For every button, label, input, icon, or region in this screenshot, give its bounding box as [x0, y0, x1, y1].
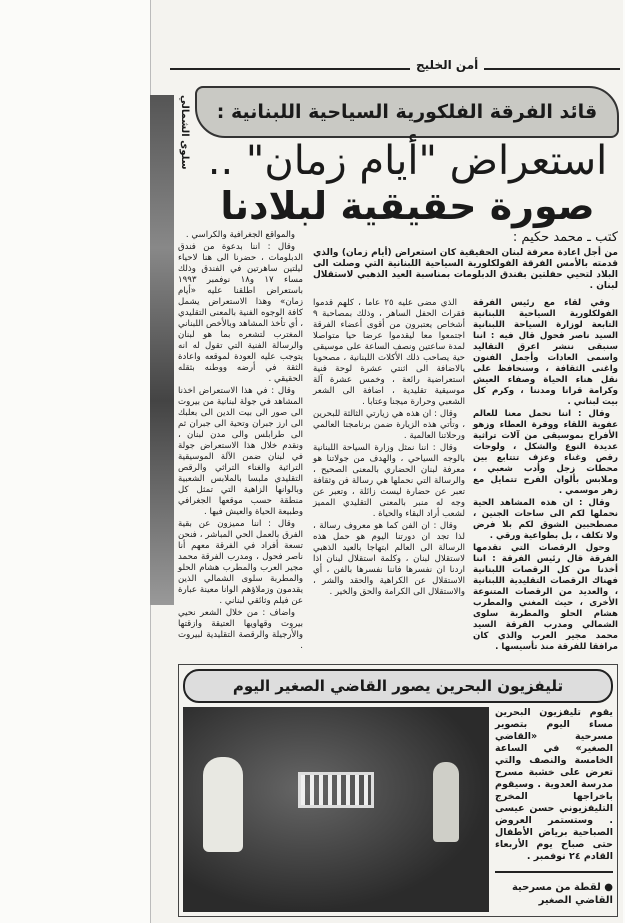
left-column: [178, 230, 303, 654]
middle-column: [313, 298, 465, 654]
paragraph: وحول الرقصات التي تقدمها الفرقة قال رئيس الفرقة : اننا أخذنا من كل الرقصات اللبنانية فهناك الرقصات التقليدية اللبنانية ، والعديد من الرقصات المتنوعة الأخرى ، حيث المغني والمطرب هشام الحلو والمطربة سلوى الشمالي ومدرب الفرقة السيد محمد مجير العرب والذي كان مرافقا للفرقة منذ تأسيسها .: [473, 543, 618, 652]
headline-line2: صورة حقيقية لبلادنا: [220, 184, 595, 228]
lead-paragraph: من أجل اعادة معرفة لبنان الحقيقية كان استعراض (أيام زمان) والذي قدمته بالأمس الفرقة الفولكلورية السياحية اللبنانية التي وصلت الى البلاد لتحيي حفلتين بفندق الدبلومات بمناسبة العيد الذهبي لاستقلال لبنان .: [313, 248, 618, 291]
bench-prop: [298, 772, 374, 808]
author-byline: كتب ـ محمد حكيم :: [512, 230, 618, 245]
paragraph: وقال : في هذا الاستعراض اخذنا المشاهد في جولة لبنانية من بيروت الى صور الى بيت الدين الى بعلبك الى ارز جبران وتحية الى جبران ثم الى طرابلس والى مدن لبنان ، ونقدم خلال هذا الاستعراض جولة في لبنان ضمن الآلة الموسيقية التراثية والغناء التراثي والرقص التقليدي ملبسا بالملابس الشعبية وبالوانها الزاهية التي تمثل كل منطقة حسب موقعها الجغرافي وطبيعة الحياة والعيش فيها .: [178, 386, 303, 517]
actor-figure: [203, 757, 243, 852]
sidebar-story-title: تليفزيون البحرين يصور القاضي الصغير اليوم: [183, 669, 613, 703]
divider: [495, 871, 613, 873]
side-photo: [150, 95, 174, 605]
paragraph: وقال : اننا نحمل معنا للعالم عفوية اللقاء ووفرة العطاء وزهو الأفراح بموسيقى من آلات تراثية عديدة النوع والشكل ، ولوحات رقص وغناء وعزف تتتابع بين محطات زجل وأدب شعبي ، وملابس بألوان الفرح تتمايل مع زهر موسمي .: [473, 409, 618, 496]
right-column: [473, 298, 618, 654]
side-byline: سلوى الشمالي: [179, 95, 190, 170]
paragraph: الذي مضى عليه ٢٥ عاما ، كلهم قدموا فقرات الحفل الساهر ، وذلك بمصاحبة ٩ أشخاص يعتبرون من أقوى أعضاء الفرقة اجتمعوا معا ليقدموا عرضا حيا متواصلا لمدة ساعتين ونصف الساعة على موسيقى حية يصاحب ذلك الأكلات اللبنانية ، مصحوبا بالاضافة الى اثنتي عشرة لوحة فنية استعراضية رائعة ، وخمس عشرة آلة موسيقية تقليدية ، اضافة الى الشعر الشعبي وحرارة ميجنا وعتابا .: [313, 298, 465, 407]
play-photo: [183, 707, 489, 912]
sidebar-story-text: يقوم تليفزيون البحرين مساء اليوم بتصوير مسرحية «القاضي الصغير» في الساعة الخامسة والنصف والتي تعرض على خشبة مسرح مدرسة العدوية . وسيقوم باخراجها المخرج التليفزيوني حسن عيسى . وستستمر العروض الصباحية برياض الأطفال حتى صباح يوم الأربعاء القادم ٢٤ نوفمبر .: [495, 707, 613, 862]
kicker-banner: قائد الفرقة الفلكورية السياحية اللبنانية :: [195, 86, 619, 138]
paragraph: واضاف : من خلال الشعر نحيي بيروت وقهاويها العتيقة وازقتها والأرجيلة والرقصة التقليدية لبيروت .: [178, 608, 303, 651]
photo-caption: ● لقطة من مسرحية القاضي الصغير: [511, 882, 613, 906]
paragraph: والمواقع الجغرافية والكراسي .: [185, 230, 295, 240]
sidebar-story-box: [178, 664, 618, 917]
paragraph: وقال : اننا مميزون عن بقية الفرق بالعمل الحي المباشر ، فنحن تسعة أفراد في الفرقة معهم أنا ناصر فحول ، ومدرب الفرقة محمد مجير العرب والمطرب هشام الحلو والمطربة سلوى الشمالي الذين يقدمون وزملاؤهم الوانا معينة عبارة عن فيلم وثائقي لبناني .: [178, 519, 303, 606]
paragraph: وقال : ان هذه هي زيارتي الثالثة للبحرين ، وتأتي هذه الزيارة ضمن برنامجنا العالمي ورحلاتنا العالمية .: [313, 409, 465, 441]
paragraph: وقال : ان الفن كما هو معروف رسالة ، لذا تجد ان دورتنا اليوم هو حمل هذه الرسالة الى العالم ابتهاجا بالعيد الذهبي لاستقلال لبنان ، وكلمة استقلال لبنان اذا اردنا ان نفسرها فاننا نفسرها بالفن ، أي الاستقلال عن الكراهية والحقد والشر ، والاستقلال الى الكرامة والحق والخير .: [313, 521, 465, 597]
article-body: [178, 0, 618, 923]
paragraph: وقال : اننا نمثل وزارة السياحة اللبنانية بالوجه السياحي ، والهدف من جولاتنا هو معرفة لبنان الحضاري بالمعنى الصحيح ، والرسالة التي نحملها هي رسالة فن وثقافة تعبر عن حضارة ليست زائلة ، وتعبر عن وجه له منبر بالمعنى التقليدي المميز لشعب أراد البقاء والحياة .: [313, 443, 465, 519]
lead-area: [313, 230, 618, 654]
headline-line1: استعراض "أيام زمان" ..: [207, 138, 608, 184]
paragraph: وقال : ان هذه المشاهد الحية نحملها لكم الى ساحات الجنين ، مصطحبين الشوق لكم بلا فرض ولا تكلف ، بل بطواعية ورقي .: [473, 498, 618, 541]
section-label: أمن الخليج: [410, 58, 484, 72]
actor-figure: [433, 762, 459, 842]
paragraph: وقال : اننا بدعوة من فندق الدبلومات ، حضرنا الى هنا لاحياء ليلتين ساهرتين في الفندق وذلك مساء ١٧ و١٨ نوفمبر ١٩٩٣ باستعراض اطلقنا عليه «أيام زمان» وهذا الاستعراض يشمل كافة الوجوه الفنية بالمعنى التقليدي ، أي تأخذ المشاهد وبالأخص اللبناني المغترب لتشعره بما هو لبنان والرسالة الفنية التي تقول له انه يتوجب عليه العودة لموقعه واعادة الثقة في أرضه ووطنه بثقله الحقيقي .: [178, 242, 303, 384]
paragraph: وفي لقاء مع رئيس الفرقة الفولكلورية السياحية اللبنانية التابعة لوزارة السياحة اللبنانية السيد ناصر فحول قال فيه : اننا سنبقى ننشر اعرق التقاليد واسمى العادات وأجمل الفنون واغنى الثقافة ، وسنحافظ على نقل هناء الحياة وصفاء العيش وكرامة قرانا ومدننا ، وكرم كل بيت لبناني .: [473, 298, 618, 407]
